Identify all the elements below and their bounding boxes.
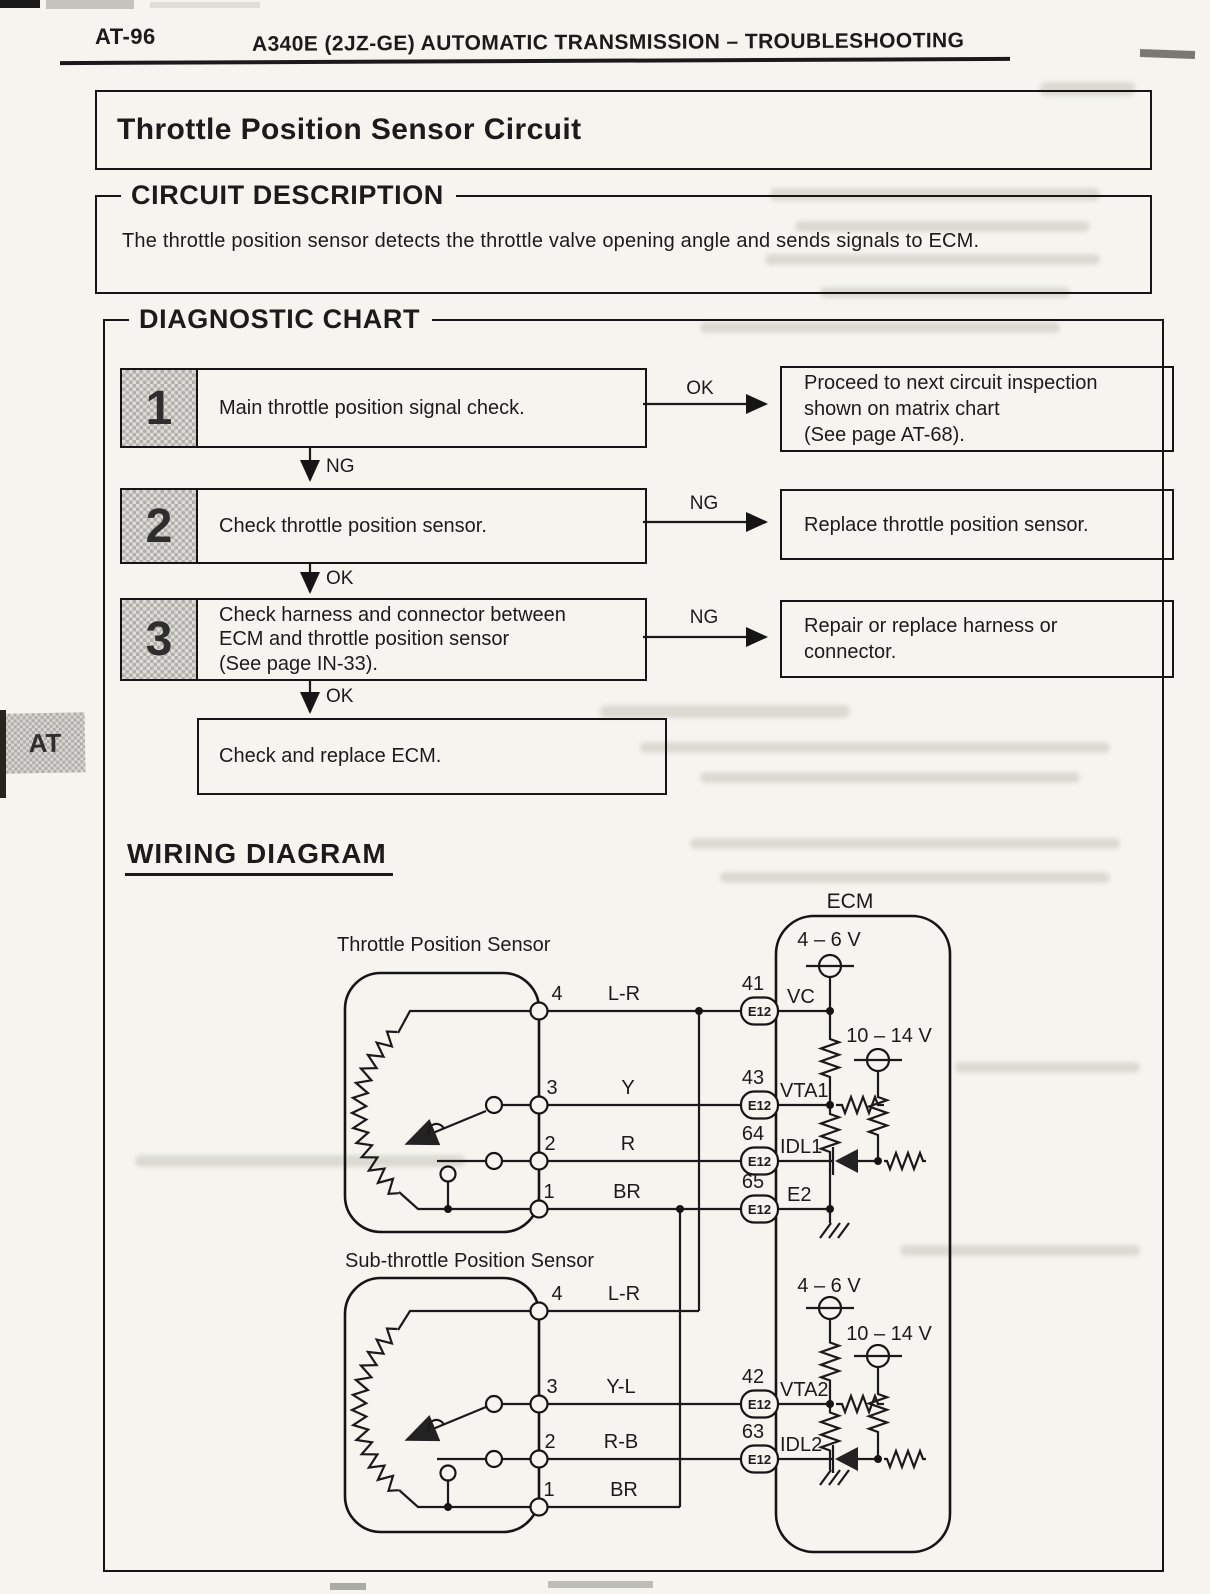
pin-number: 1 [543, 1181, 555, 1203]
flow-step-2 [120, 488, 647, 564]
scan-artifact [0, 710, 6, 798]
step-text-3-line: (See page IN-33). [219, 652, 378, 675]
step-number-2: 2 [122, 490, 198, 562]
wire-color: BR [613, 1181, 641, 1203]
scan-artifact [150, 2, 260, 8]
result-line: Proceed to next circuit inspection [804, 372, 1098, 394]
down-label-ng: NG [326, 456, 355, 477]
connector-code: E12 [747, 1397, 772, 1412]
step-text-1: Main throttle position signal check. [219, 396, 525, 419]
wiring-diagram-heading: WIRING DIAGRAM [125, 838, 393, 876]
connector-code: E12 [747, 1452, 772, 1467]
main-sensor-label: Throttle Position Sensor [337, 934, 551, 956]
final-text: Check and replace ECM. [219, 745, 442, 767]
diagnostic-chart-heading: DIAGNOSTIC CHART [129, 304, 432, 334]
wire-color: Y [621, 1077, 635, 1099]
wire-color: R [620, 1133, 636, 1155]
ecm-pin-number: 41 [741, 973, 765, 995]
connector-code: E12 [747, 1154, 772, 1169]
pin-number: 1 [543, 1479, 555, 1501]
ecm-signal: VTA1 [780, 1080, 829, 1102]
wire-color: Y-L [606, 1376, 636, 1398]
ecm-signal: VC [787, 986, 815, 1008]
ecm-pin-number: 63 [741, 1421, 765, 1443]
page-title: Throttle Position Sensor Circuit [117, 113, 582, 146]
ecm-signal: VTA2 [780, 1379, 829, 1401]
ecm-signal: IDL2 [780, 1434, 823, 1456]
ecm-pin-number: 65 [741, 1171, 765, 1193]
wire-color: BR [610, 1479, 638, 1501]
pin-number: 3 [546, 1376, 558, 1398]
section-tab-at: AT [4, 712, 85, 773]
circuit-description-section [95, 180, 1152, 294]
result-line: shown on matrix chart [804, 398, 1000, 420]
step-number-3: 3 [122, 600, 198, 679]
flow-result-1 [780, 366, 1174, 452]
wire-color: R-B [603, 1431, 639, 1453]
wire-color: L-R [607, 983, 641, 1005]
ecm-label: ECM [826, 890, 874, 913]
pin-number: 2 [544, 1133, 556, 1155]
sub-sensor-label: Sub-throttle Position Sensor [345, 1250, 595, 1272]
branch-label-ng: NG [689, 493, 719, 514]
branch-label-ng: NG [689, 607, 719, 628]
pin-number: 3 [546, 1077, 558, 1099]
flow-result-3 [780, 600, 1174, 678]
result-line: Replace throttle position sensor. [804, 513, 1089, 536]
scan-artifact [0, 0, 40, 8]
ecm-signal: IDL1 [780, 1136, 823, 1158]
circuit-description-text: The throttle position sensor detects the throttle valve opening angle and sends signals to ECM. [122, 230, 980, 252]
voltage-label: 10 – 14 V [846, 1025, 932, 1047]
voltage-label: 4 – 6 V [797, 929, 861, 951]
ecm-pin-number: 42 [741, 1366, 765, 1388]
scan-artifact [548, 1581, 653, 1588]
connector-code: E12 [747, 1004, 772, 1019]
voltage-label: 10 – 14 V [846, 1323, 932, 1345]
result-line: Repair or replace harness or [804, 615, 1058, 637]
down-label-ok: OK [326, 686, 354, 707]
flow-step-1 [120, 368, 647, 448]
step-number-1: 1 [122, 370, 198, 446]
flow-final-box [197, 718, 667, 795]
connector-code: E12 [747, 1098, 772, 1113]
pin-number: 4 [551, 1283, 563, 1305]
down-label-ok: OK [326, 568, 354, 589]
pin-number: 4 [551, 983, 563, 1005]
page-number: AT-96 [95, 24, 156, 49]
branch-label-ok: OK [686, 378, 714, 399]
ecm-pin-number: 64 [741, 1123, 765, 1145]
result-line: (See page AT-68). [804, 424, 965, 446]
pin-number: 2 [544, 1431, 556, 1453]
voltage-label: 4 – 6 V [797, 1275, 861, 1297]
ecm-pin-number: 43 [741, 1067, 765, 1089]
ecm-signal: E2 [787, 1184, 812, 1206]
step-text-3-line: Check harness and connector between [219, 603, 566, 626]
flow-result-2 [780, 489, 1174, 560]
step-text-2: Check throttle position sensor. [219, 514, 487, 537]
connector-code: E12 [747, 1202, 772, 1217]
wire-color: L-R [607, 1283, 641, 1305]
step-text-3-line: ECM and throttle position sensor [219, 628, 510, 651]
flow-step-3 [120, 598, 647, 681]
scan-artifact [46, 0, 134, 9]
result-line: connector. [804, 641, 897, 663]
scan-artifact [330, 1583, 366, 1590]
circuit-description-heading: CIRCUIT DESCRIPTION [121, 180, 456, 210]
title-box [95, 90, 1152, 170]
running-header: A340E (2JZ-GE) AUTOMATIC TRANSMISSION – TROUBLESHOOTING [251, 29, 965, 56]
